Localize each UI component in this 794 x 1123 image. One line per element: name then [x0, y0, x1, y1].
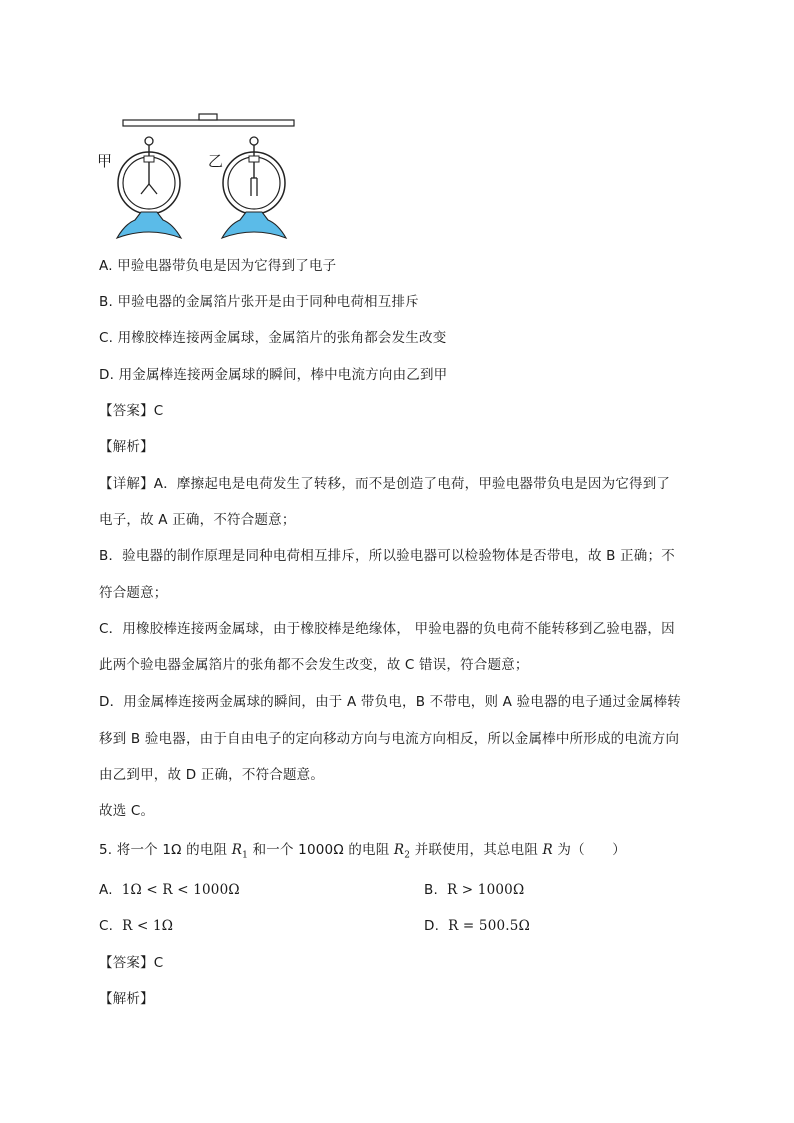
q4-option-c: C. 用橡胶棒连接两金属球，金属箔片的张角都会发生改变 [99, 330, 447, 346]
q4-conclusion: 故选 C。 [99, 803, 155, 819]
q4-option-a: A. 甲验电器带负电是因为它得到了电子 [99, 258, 337, 274]
q4-detail-line-1: 【详解】A．摩擦起电是电荷发生了转移，而不是创造了电荷，甲验电器带负电是因为它得到了 [99, 476, 671, 492]
electroscope-right [222, 137, 286, 238]
q4-detail-line-4: 符合题意； [99, 585, 168, 601]
q5-option-b-label: B. [424, 882, 438, 898]
q5-r: R [542, 842, 553, 858]
q5-stem-part-4: 为（ ） [552, 842, 626, 858]
q5-option-d-label: D. [424, 918, 440, 934]
q5-r2: R [393, 842, 405, 858]
q5-option-b [424, 880, 524, 900]
q5-option-a-math: 1Ω < R < 1000Ω [121, 882, 240, 898]
q4-option-d: D. 用金属棒连接两金属球的瞬间，棒中电流方向由乙到甲 [99, 367, 448, 383]
q4-detail-line-7: D．用金属棒连接两金属球的瞬间，由于 A 带负电，B 不带电，则 A 验电器的电子通过金属棒转 [99, 694, 681, 710]
electroscope-diagram [95, 108, 305, 243]
q4-detail-line-5: C．用橡胶棒连接两金属球，由于橡胶棒是绝缘体， 甲验电器的负电荷不能转移到乙验电器，因 [99, 621, 675, 637]
q5-option-c-math: R < 1Ω [122, 918, 174, 934]
q4-analysis-title: 【解析】 [99, 439, 154, 455]
q5-option-a [99, 880, 240, 900]
q4-detail-line-2: 电子，故 A 正确，不符合题意； [99, 512, 296, 528]
q4-detail-line-6: 此两个验电器金属箔片的张角都不会发生改变，故 C 错误，符合题意； [99, 657, 529, 673]
q5-option-c-label: C. [99, 918, 114, 934]
q5-stem-part-2: 和一个 1000Ω 的电阻 [248, 842, 394, 858]
q5-option-c [99, 916, 173, 936]
q5-option-b-math: R > 1000Ω [446, 882, 525, 898]
q5-r1: R [231, 842, 243, 858]
label-jia: 甲 [97, 152, 113, 170]
q4-detail-line-3: B．验电器的制作原理是同种电荷相互排斥，所以验电器可以检验物体是否带电，故 B 正确；不 [99, 548, 675, 564]
connecting-rod [123, 120, 294, 126]
q4-answer: 【答案】C [99, 403, 164, 419]
electroscope-left [117, 137, 181, 238]
q5-stem [99, 840, 626, 866]
q4-option-b: B. 甲验电器的金属箔片张开是由于同种电荷相互排斥 [99, 294, 419, 310]
q5-stem-part-3: 并联使用，其总电阻 [410, 842, 543, 858]
q5-option-d [424, 916, 530, 936]
q5-option-a-label: A. [99, 882, 113, 898]
q5-r1-sub: 1 [242, 850, 249, 861]
q5-option-d-math: R = 500.5Ω [448, 918, 530, 934]
label-yi: 乙 [208, 152, 224, 170]
q5-stem-part-1: 5. 将一个 1Ω 的电阻 [99, 842, 232, 858]
rod-handle [199, 114, 217, 120]
electroscope-figure [95, 108, 305, 243]
q4-detail-line-9: 由乙到甲，故 D 正确，不符合题意。 [99, 767, 325, 783]
q5-analysis-title: 【解析】 [99, 991, 154, 1007]
q5-answer: 【答案】C [99, 955, 164, 971]
q4-detail-line-8: 移到 B 验电器，由于自由电子的定向移动方向与电流方向相反，所以金属棒中所形成的电流方向 [99, 731, 680, 747]
q5-r2-sub: 2 [404, 850, 411, 861]
